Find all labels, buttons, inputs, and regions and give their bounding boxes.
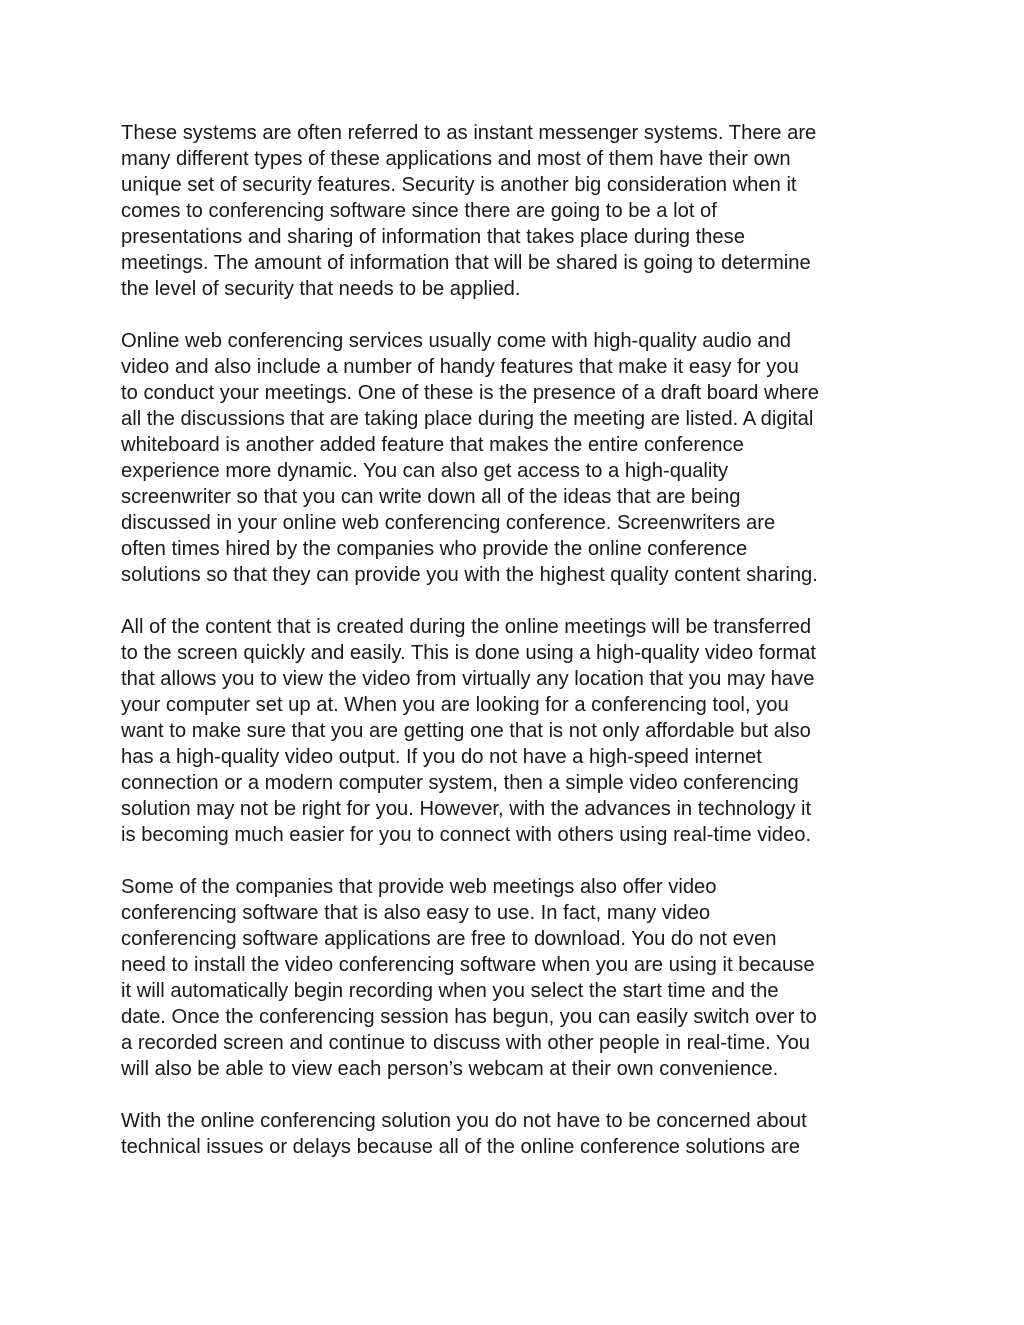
text-line: comes to conferencing software since there are going to be a lot of	[121, 200, 717, 222]
text-line: all the discussions that are taking place during the meeting are listed. A digital	[121, 408, 814, 430]
text-line: need to install the video conferencing software when you are using it because	[121, 954, 815, 976]
text-line: to the screen quickly and easily. This is done using a high-quality video format	[121, 642, 816, 664]
text-line: has a high-quality video output. If you do not have a high-speed internet	[121, 746, 762, 768]
text-line: Some of the companies that provide web meetings also offer video	[121, 876, 717, 898]
text-line: the level of security that needs to be applied.	[121, 278, 521, 300]
text-line: technical issues or delays because all of the online conference solutions are	[121, 1136, 800, 1158]
text-line: often times hired by the companies who provide the online conference	[121, 538, 748, 560]
text-line: it will automatically begin recording when you select the start time and the	[121, 980, 779, 1002]
text-line: These systems are often referred to as instant messenger systems. There are	[121, 122, 817, 144]
text-line: conferencing software applications are free to download. You do not even	[121, 928, 777, 950]
text-line: unique set of security features. Security is another big consideration when it	[121, 174, 797, 196]
text-line: your computer set up at. When you are looking for a conferencing tool, you	[121, 694, 789, 716]
paragraph-5	[121, 1108, 911, 1160]
text-line: screenwriter so that you can write down all of the ideas that are being	[121, 486, 741, 508]
text-line: solutions so that they can provide you with the highest quality content sharing.	[121, 564, 818, 586]
text-line: All of the content that is created during the online meetings will be transferred	[121, 616, 812, 638]
text-line: to conduct your meetings. One of these is the presence of a draft board where	[121, 382, 819, 404]
text-line: date. Once the conferencing session has begun, you can easily switch over to	[121, 1006, 817, 1028]
text-line: experience more dynamic. You can also get access to a high-quality	[121, 460, 729, 482]
paragraph-3	[121, 614, 911, 848]
text-line: conferencing software that is also easy to use. In fact, many video	[121, 902, 711, 924]
document-body	[121, 120, 911, 1186]
text-line: discussed in your online web conferencing conference. Screenwriters are	[121, 512, 776, 534]
text-line: solution may not be right for you. However, with the advances in technology it	[121, 798, 812, 820]
paragraph-1	[121, 120, 911, 302]
text-line: a recorded screen and continue to discuss with other people in real-time. You	[121, 1032, 811, 1054]
text-line: With the online conferencing solution you do not have to be concerned about	[121, 1110, 807, 1132]
text-line: many different types of these applications and most of them have their own	[121, 148, 791, 170]
text-line: will also be able to view each person’s webcam at their own convenience.	[121, 1058, 779, 1080]
text-line: whiteboard is another added feature that makes the entire conference	[121, 434, 744, 456]
text-line: meetings. The amount of information that will be shared is going to determine	[121, 252, 811, 274]
text-line: connection or a modern computer system, then a simple video conferencing	[121, 772, 799, 794]
paragraph-4	[121, 874, 911, 1082]
text-line: want to make sure that you are getting one that is not only affordable but also	[121, 720, 811, 742]
text-line: Online web conferencing services usually come with high-quality audio and	[121, 330, 791, 352]
text-line: is becoming much easier for you to connect with others using real-time video.	[121, 824, 812, 846]
text-line: presentations and sharing of information that takes place during these	[121, 226, 745, 248]
text-line: that allows you to view the video from virtually any location that you may have	[121, 668, 815, 690]
paragraph-2	[121, 328, 911, 588]
text-line: video and also include a number of handy features that make it easy for you	[121, 356, 799, 378]
